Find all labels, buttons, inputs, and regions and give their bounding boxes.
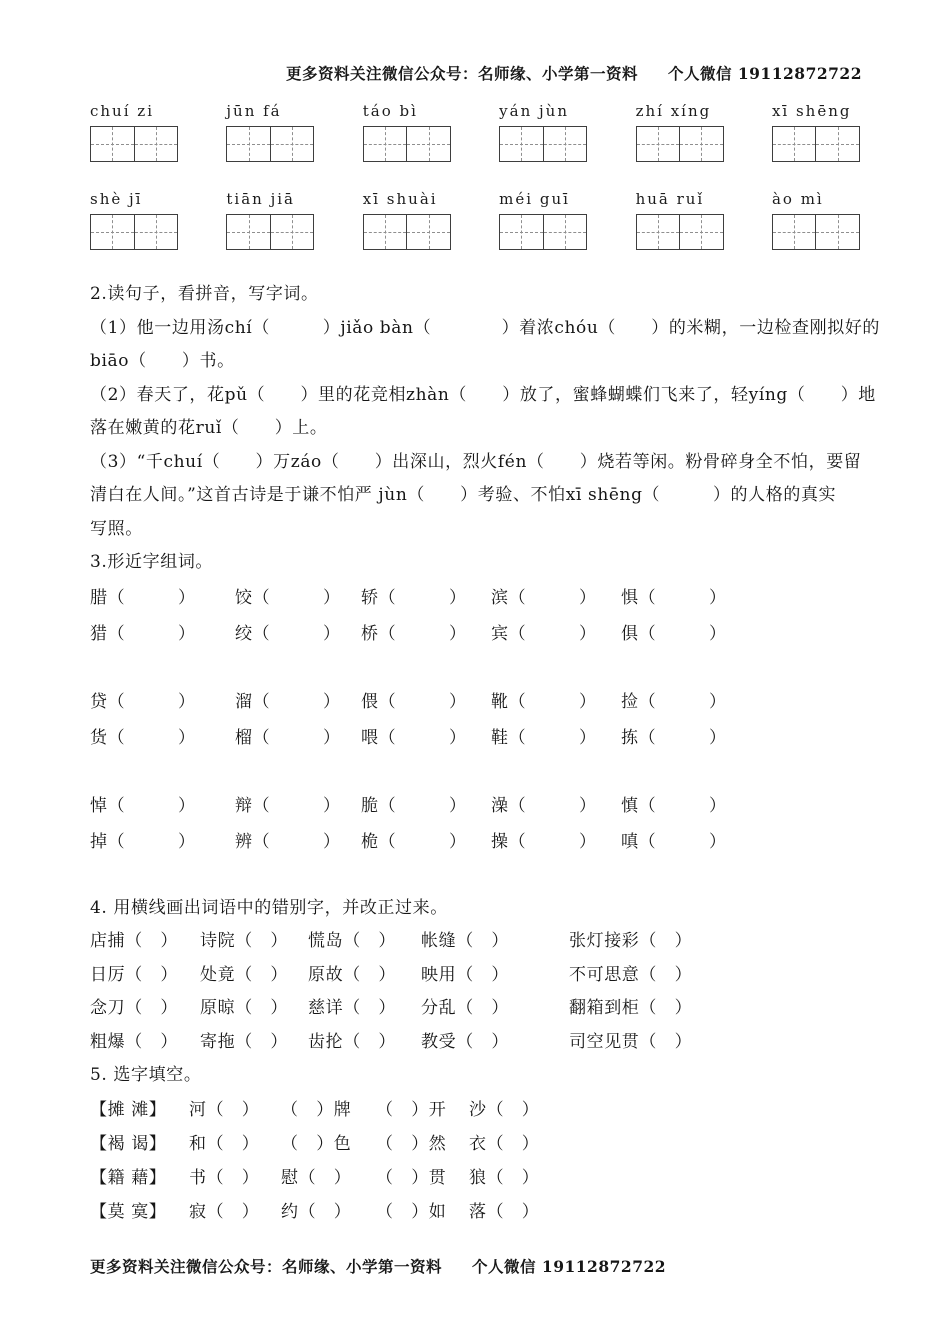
grid-cell <box>91 215 135 249</box>
grid-cell <box>773 127 817 161</box>
word-blank-cell: 榴（ ） <box>235 728 341 748</box>
grid-cell <box>680 215 723 249</box>
character-writing-grid <box>772 126 860 162</box>
character-choice-row <box>90 1127 862 1161</box>
character-writing-grid <box>636 126 724 162</box>
word-blank-cell: 帐缝（ ） <box>421 931 509 951</box>
header-wechat-id: 个人微信 19112872722 <box>667 64 862 83</box>
word-blank-cell: 处竟（ ） <box>200 964 288 985</box>
word-group-row <box>90 720 862 757</box>
word-blank-cell: 掉（ ） <box>90 832 196 852</box>
word-blank-cell: 翻箱到柜（ ） <box>569 998 693 1018</box>
word-blank-cell: 捡（ ） <box>621 691 727 712</box>
word-blank-cell: 贷（ ） <box>90 691 196 712</box>
pinyin-grid-item <box>226 190 316 250</box>
character-writing-grid <box>90 214 178 250</box>
word-blank-cell: 鞋（ ） <box>491 728 597 748</box>
pinyin-label: yán jùn <box>499 102 569 120</box>
word-blank-cell: 辨（ ） <box>235 832 341 852</box>
pinyin-label: xī shēng <box>771 102 852 120</box>
grid-cell <box>407 127 450 161</box>
grid-cell <box>135 127 178 161</box>
pinyin-grid-row-2 <box>90 190 862 250</box>
character-choice-row <box>90 1195 862 1229</box>
section4-title: 4. 用横线画出词语中的错别字，并改正过来。 <box>90 897 448 918</box>
pinyin-grid-item <box>772 190 862 250</box>
word-blank-cell: 河（ ） <box>189 1099 260 1120</box>
word-blank-cell: （ ）牌 <box>281 1099 352 1120</box>
grid-cell <box>816 215 859 249</box>
word-blank-cell: 喂（ ） <box>361 728 467 748</box>
character-writing-grid <box>363 214 451 250</box>
word-group-row <box>90 616 862 653</box>
word-blank-cell: 惧（ ） <box>621 587 727 608</box>
grid-cell <box>91 127 135 161</box>
choice-bracket: 【莫 寞】 <box>90 1201 167 1222</box>
similar-characters-group <box>90 684 862 757</box>
word-blank-cell: （ ）开 <box>376 1099 447 1120</box>
grid-cell <box>364 127 408 161</box>
pinyin-label: zhí xíng <box>635 102 712 120</box>
header-note: 更多资料关注微信公众号：名师缘、小学第一资料 <box>285 64 638 83</box>
word-blank-cell: 和（ ） <box>189 1133 260 1154</box>
choice-bracket: 【褐 谒】 <box>90 1133 167 1154</box>
word-blank-cell: 落（ ） <box>469 1201 540 1222</box>
word-blank-cell: 慈详（ ） <box>308 998 396 1018</box>
grid-cell <box>637 215 681 249</box>
typo-correction-row <box>90 1026 862 1060</box>
word-blank-cell: 念刀（ ） <box>90 998 178 1018</box>
footer-note: 更多资料关注微信公众号：名师缘、小学第一资料 <box>90 1256 443 1276</box>
character-writing-grid <box>90 126 178 162</box>
word-blank-cell: 慰（ ） <box>281 1167 352 1188</box>
pinyin-grid-item <box>90 190 180 250</box>
word-blank-cell: 齿抡（ ） <box>308 1031 396 1052</box>
typo-correction-row <box>90 959 862 993</box>
pinyin-grid-item <box>90 102 180 162</box>
word-blank-cell: 腊（ ） <box>90 587 196 608</box>
grid-cell <box>500 127 544 161</box>
choice-bracket: 【籍 藉】 <box>90 1167 167 1188</box>
word-group-row <box>90 788 862 825</box>
word-blank-cell: 货（ ） <box>90 728 196 748</box>
word-group-row <box>90 824 862 861</box>
pinyin-grid-item <box>226 102 316 162</box>
word-blank-cell: 狼（ ） <box>469 1167 540 1188</box>
pinyin-grid-row-1 <box>90 102 862 162</box>
word-blank-cell: 猎（ ） <box>90 624 196 644</box>
character-writing-grid <box>499 214 587 250</box>
page-header <box>90 62 862 84</box>
word-blank-cell: 衣（ ） <box>469 1133 540 1154</box>
sentence-line: biāo（ ）书。 <box>90 351 235 371</box>
pinyin-label: shè jī <box>90 190 143 208</box>
grid-cell <box>364 215 408 249</box>
grid-cell <box>816 127 859 161</box>
pinyin-label: chuí zi <box>90 102 154 120</box>
sentence-line: 写照。 <box>90 518 143 539</box>
pinyin-grid-item <box>499 190 589 250</box>
pinyin-grid-item <box>363 102 453 162</box>
word-blank-cell: 原故（ ） <box>308 964 396 985</box>
similar-characters-group <box>90 788 862 861</box>
sentence-line: 清白在人间。”这首古诗是于谦不怕严 jùn（ ）考验、不怕xī shēng（ ）的人格的真实 <box>90 485 837 505</box>
word-blank-cell: 饺（ ） <box>235 587 341 608</box>
sentence-line: （3）“千chuí（ ）万záo（ ）出深山，烈火fén（ ）烧若等闲。粉骨碎身全不怕，要留 <box>90 451 862 472</box>
word-blank-cell: 教受（ ） <box>421 1031 509 1052</box>
character-writing-grid <box>363 126 451 162</box>
word-blank-cell: 司空见贯（ ） <box>569 1031 693 1052</box>
pinyin-grid-item <box>636 102 726 162</box>
typo-correction-row <box>90 925 862 959</box>
sentence-line: 落在嫩黄的花ruǐ（ ）上。 <box>90 418 328 438</box>
character-choice-row <box>90 1093 862 1127</box>
grid-cell <box>135 215 178 249</box>
character-writing-grid <box>499 126 587 162</box>
word-blank-cell: 张灯接彩（ ） <box>569 931 693 951</box>
word-group-row <box>90 684 862 721</box>
word-blank-cell: 不可思意（ ） <box>569 964 693 985</box>
pinyin-label: huā ruǐ <box>635 190 705 208</box>
sentence-line: （1）他一边用汤chí（ ）jiǎo bàn（ ）着浓chóu（ ）的米糊，一边检查刚拟好的 <box>90 317 881 338</box>
word-blank-cell: 诗院（ ） <box>200 931 288 951</box>
grid-cell <box>773 215 817 249</box>
footer-wechat-id: 个人微信 19112872722 <box>472 1256 667 1276</box>
word-blank-cell: 沙（ ） <box>469 1099 540 1120</box>
character-writing-grid <box>226 214 314 250</box>
word-blank-cell: 辩（ ） <box>235 795 341 816</box>
typo-correction-row <box>90 992 862 1026</box>
grid-cell <box>227 215 271 249</box>
word-blank-cell: 溜（ ） <box>235 691 341 712</box>
word-blank-cell: （ ）然 <box>376 1133 447 1154</box>
pinyin-grid-item <box>772 102 862 162</box>
word-blank-cell: 桥（ ） <box>361 624 467 644</box>
word-blank-cell: 操（ ） <box>491 832 597 852</box>
character-writing-grid <box>226 126 314 162</box>
word-blank-cell: 日厉（ ） <box>90 964 178 985</box>
word-blank-cell: 绞（ ） <box>235 624 341 644</box>
grid-cell <box>227 127 271 161</box>
pinyin-grid-item <box>363 190 453 250</box>
word-blank-cell: 书（ ） <box>189 1167 260 1188</box>
section3-title: 3.形近字组词。 <box>90 552 214 572</box>
word-blank-cell: 拣（ ） <box>621 728 727 748</box>
grid-cell <box>271 215 314 249</box>
grid-cell <box>637 127 681 161</box>
word-blank-cell: 宾（ ） <box>491 624 597 644</box>
word-blank-cell: 桅（ ） <box>361 832 467 852</box>
word-blank-cell: 店捕（ ） <box>90 931 178 951</box>
word-blank-cell: 轿（ ） <box>361 587 467 608</box>
grid-cell <box>500 215 544 249</box>
pinyin-label: ào mì <box>771 190 824 208</box>
grid-cell <box>271 127 314 161</box>
word-blank-cell: 原晾（ ） <box>200 998 288 1018</box>
grid-cell <box>680 127 723 161</box>
word-blank-cell: 慎（ ） <box>621 795 727 816</box>
section5-title: 5. 选字填空。 <box>90 1065 202 1085</box>
word-blank-cell: 脆（ ） <box>361 795 467 816</box>
pinyin-label: táo bì <box>362 102 418 120</box>
pinyin-label: jūn fá <box>226 102 282 120</box>
word-blank-cell: 映用（ ） <box>421 964 509 985</box>
pinyin-label: xī shuài <box>362 190 438 208</box>
word-blank-cell: 俱（ ） <box>621 624 727 644</box>
choice-bracket: 【摊 滩】 <box>90 1099 167 1120</box>
word-blank-cell: 粗爆（ ） <box>90 1031 178 1052</box>
character-choice-row <box>90 1161 862 1195</box>
word-blank-cell: （ ）如 <box>376 1201 447 1222</box>
word-blank-cell: 澡（ ） <box>491 795 597 816</box>
section2-title: 2.读句子，看拼音，写字词。 <box>90 284 319 304</box>
pinyin-label: tiān jiā <box>226 190 295 208</box>
word-blank-cell: 偎（ ） <box>361 691 467 712</box>
word-blank-cell: （ ）贯 <box>376 1167 447 1188</box>
word-blank-cell: 寂（ ） <box>189 1201 260 1222</box>
word-blank-cell: 滨（ ） <box>491 587 597 608</box>
word-blank-cell: 约（ ） <box>281 1201 352 1222</box>
word-blank-cell: 悼（ ） <box>90 795 196 816</box>
character-writing-grid <box>636 214 724 250</box>
grid-cell <box>407 215 450 249</box>
word-blank-cell: 嗔（ ） <box>621 832 727 852</box>
pinyin-label: méi guī <box>499 190 570 208</box>
character-writing-grid <box>772 214 860 250</box>
grid-cell <box>544 215 587 249</box>
word-blank-cell: 靴（ ） <box>491 691 597 712</box>
pinyin-grid-item <box>636 190 726 250</box>
word-blank-cell: 慌岛（ ） <box>308 931 396 951</box>
word-blank-cell: 分乱（ ） <box>421 998 509 1018</box>
similar-characters-group <box>90 580 862 653</box>
page-footer <box>90 1255 862 1277</box>
word-group-row <box>90 580 862 617</box>
sentence-line: （2）春天了，花pǔ（ ）里的花竞相zhàn（ ）放了，蜜蜂蝴蝶们飞来了，轻yíng（ ）地 <box>90 384 876 405</box>
word-blank-cell: 寄拖（ ） <box>200 1031 288 1052</box>
pinyin-grid-item <box>499 102 589 162</box>
word-blank-cell: （ ）色 <box>281 1133 352 1154</box>
grid-cell <box>544 127 587 161</box>
